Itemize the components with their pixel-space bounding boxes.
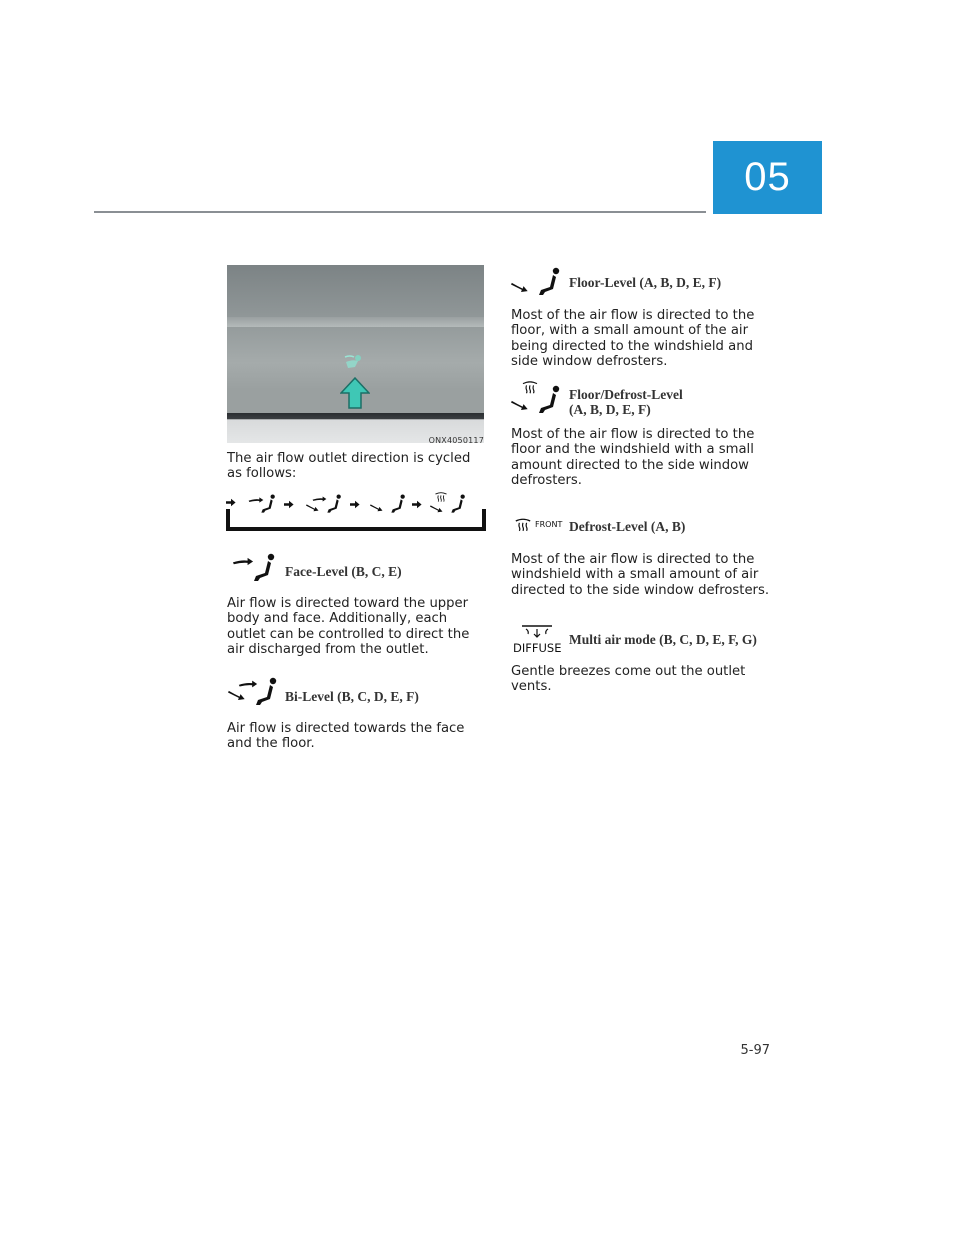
figure-code: ONX4050117 — [428, 436, 484, 445]
front-defrost-icon — [514, 518, 532, 533]
diffuse-icon — [520, 624, 554, 640]
vent-control-photo — [227, 265, 484, 443]
face-level-title: Face-Level (B, C, E) — [285, 564, 402, 579]
floor-defrost-level-title-line2: (A, B, D, E, F) — [569, 402, 651, 417]
mode-cycle-diagram — [226, 492, 486, 534]
floor-defrost-level-title-line1: Floor/Defrost-Level — [569, 387, 683, 402]
floor-level-icon — [511, 265, 563, 299]
diffuse-label: DIFFUSE — [513, 641, 562, 655]
front-defrost-label: FRONT — [535, 520, 563, 529]
header-divider — [94, 211, 706, 213]
floor-level-description: Most of the air flow is directed to the floor, with a small amount of the air being directed to the windshield and side window defrosters. — [511, 308, 755, 370]
mode-button-arrow-icon — [340, 377, 370, 409]
bi-level-description: Air flow is directed towards the face and the floor. — [227, 721, 465, 752]
intro-text: The air flow outlet direction is cycled as follows: — [227, 451, 471, 482]
bi-level-icon — [228, 675, 280, 709]
mode-indicator-icon — [343, 353, 365, 371]
face-level-description: Air flow is directed toward the upper body and face. Additionally, each outlet can be controlled to direct the air discharged from the outlet. — [227, 596, 470, 658]
defrost-level-description: Most of the air flow is directed to the windshield with a small amount of air directed to the side window defrosters. — [511, 552, 770, 598]
multi-air-mode-description: Gentle breezes come out the outlet vents. — [511, 664, 746, 695]
floor-defrost-level-icon — [511, 381, 563, 417]
floor-level-title: Floor-Level (A, B, D, E, F) — [569, 275, 722, 290]
defrost-level-title: Defrost-Level (A, B) — [569, 519, 686, 534]
chapter-tab: 05 — [713, 141, 822, 214]
face-level-icon — [232, 551, 278, 585]
bi-level-title: Bi-Level (B, C, D, E, F) — [285, 689, 419, 704]
page-number: 5-97 — [740, 1043, 770, 1058]
multi-air-mode-title: Multi air mode (B, C, D, E, F, G) — [569, 632, 757, 647]
floor-defrost-level-description: Most of the air flow is directed to the floor and the windshield with a small amount directed to the side window defrosters. — [511, 427, 755, 489]
